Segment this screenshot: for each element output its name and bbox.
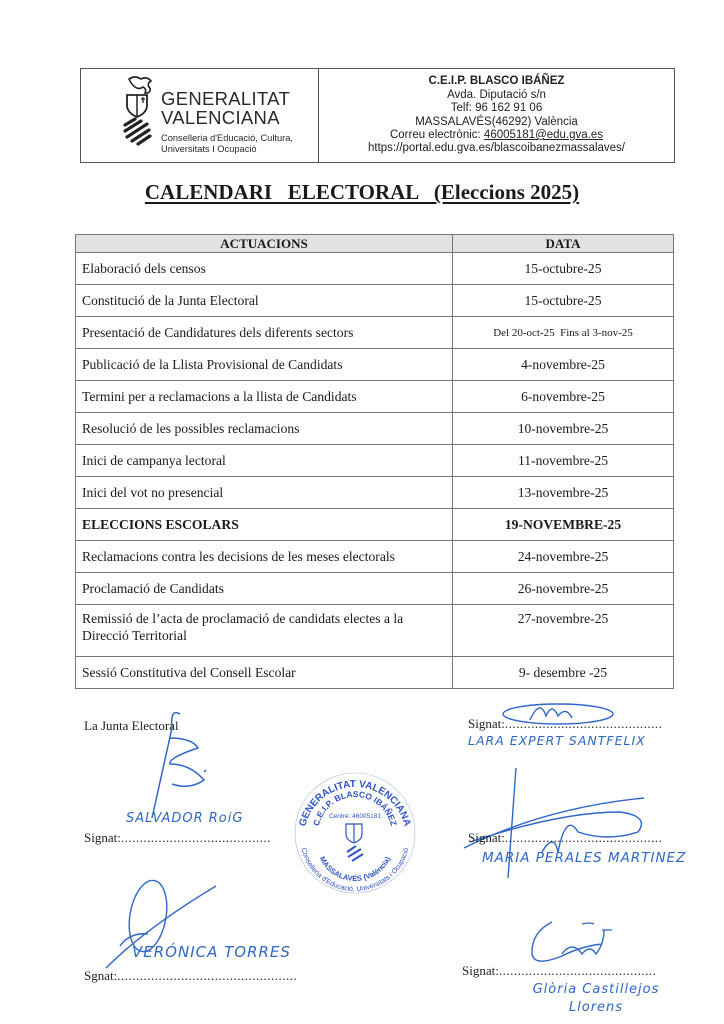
signat-label: Signat: [468, 830, 505, 845]
table-row [76, 605, 674, 657]
signature-line-salvador [84, 830, 271, 845]
action-cell: Elaboració dels censos [76, 253, 453, 285]
action-cell: ELECCIONS ESCOLARS [76, 509, 453, 541]
table-row [76, 657, 674, 689]
table-row [76, 317, 674, 349]
date-cell: 6-novembre-25 [453, 381, 674, 413]
school-name: C.E.I.P. BLASCO IBÁÑEZ [428, 75, 565, 88]
gva-subtitle [161, 133, 293, 155]
action-cell: Resolució de les possibles reclamacions [76, 413, 453, 445]
signature-dots: .......................................... [498, 963, 657, 978]
action-cell: Constitució de la Junta Electoral [76, 285, 453, 317]
school-info [319, 69, 674, 162]
stamp-bottom-textpath: Conselleria d'Educació, Universitats i Ocupació [299, 847, 411, 894]
document-title [0, 180, 724, 205]
date-cell: 26-novembre-25 [453, 573, 674, 605]
school-email-line [390, 129, 603, 142]
table-row [76, 541, 674, 573]
signat-label: Signat: [84, 830, 121, 845]
gva-title-line1: GENERALITAT [161, 88, 291, 109]
action-cell: Proclamació de Candidats [76, 573, 453, 605]
action-cell: Reclamacions contra les decisions de les meses electorals [76, 541, 453, 573]
signature-line-veronica [84, 968, 297, 983]
email-link[interactable]: 46005181@edu.gva.es [483, 128, 604, 141]
date-cell: Del 20-oct-25 Fins al 3-nov-25 [453, 317, 674, 349]
school-stamp [290, 768, 420, 898]
generalitat-valenciana-emblem-icon [121, 75, 155, 147]
gva-logo [81, 69, 319, 162]
signature-dots: .......................................... [504, 716, 663, 731]
signat-label: Signat: [468, 716, 505, 731]
electoral-calendar-table [75, 234, 674, 689]
signat-label: Sgnat: [84, 968, 118, 983]
gva-title-line2: VALENCIANA [161, 107, 280, 128]
gva-subtitle-line2: Universitats I Ocupació [161, 144, 257, 154]
table-row [76, 573, 674, 605]
signature-line-maria [468, 830, 662, 845]
column-header-actuacions: ACTUACIONS [76, 235, 453, 253]
signat-label: Signat: [462, 963, 499, 978]
stamp-bottom-text [299, 847, 410, 893]
handwritten-name-lara: LARA EXPERT SANTFELIX [468, 733, 646, 748]
date-cell: 10-novembre-25 [453, 413, 674, 445]
handwritten-name-salvador: SALVADOR RoiG [126, 811, 244, 826]
gva-title [161, 89, 290, 127]
action-cell: Publicació de la Llista Provisional de Candidats [76, 349, 453, 381]
handwritten-name-maria: MARIA PERALES MARTINEZ [482, 850, 687, 866]
date-cell: 15-octubre-25 [453, 253, 674, 285]
table-row [76, 477, 674, 509]
stamp-inner-textpath: C.E.I.P. BLASCO IBÁÑEZ [311, 788, 399, 827]
action-cell: Termini per a reclamacions a la llista de Candidats [76, 381, 453, 413]
handwritten-name-gloria: Glòria Castillejos Llorens [532, 982, 660, 1015]
stamp-outer-textpath: GENERALITAT VALENCIANA [297, 778, 413, 828]
stamp-emblem-icon [346, 824, 363, 861]
table-row [76, 381, 674, 413]
table-row [76, 349, 674, 381]
school-website[interactable]: https://portal.edu.gva.es/blascoibanezmassalaves/ [368, 142, 625, 155]
signature-line-lara [468, 716, 662, 731]
column-header-data: DATA [453, 235, 674, 253]
signature-dots: ................................................ [117, 968, 298, 983]
date-cell: 15-octubre-25 [453, 285, 674, 317]
handwritten-name-veronica: VERÓNICA TORRES [132, 943, 291, 961]
gva-subtitle-line1: Conselleria d'Educació, Cultura, [161, 133, 293, 143]
document-title-text: CALENDARI ELECTORAL (Eleccions 2025) [144, 180, 580, 204]
date-cell: 24-novembre-25 [453, 541, 674, 573]
action-cell: Inici del vot no presencial [76, 477, 453, 509]
signature-dots: .......................................... [504, 830, 663, 845]
signature-line-gloria [462, 963, 656, 978]
date-cell: 13-novembre-25 [453, 477, 674, 509]
junta-signature-scribble [140, 708, 220, 818]
stamp-centre-code: Centre: 46005181 [328, 813, 382, 820]
table-row [76, 253, 674, 285]
table-row [76, 445, 674, 477]
action-cell: Remissió de l’acta de proclamació de candidats electes a la Direcció Territorial [76, 605, 453, 657]
table-row [76, 413, 674, 445]
junta-electoral-label: La Junta Electoral [84, 718, 179, 733]
veronica-signature-scribble [100, 876, 230, 976]
action-cell: Inici de campanya lectoral [76, 445, 453, 477]
school-city: MASSALAVÉS(46292) València [415, 115, 578, 128]
school-address: Avda. Diputació s/n [447, 88, 546, 101]
date-cell: 11-novembre-25 [453, 445, 674, 477]
table-row-election-day [76, 509, 674, 541]
email-label: Correu electrònic: [389, 128, 484, 141]
date-cell: 19-NOVEMBRE-25 [453, 509, 674, 541]
date-cell: 27-novembre-25 [453, 605, 674, 657]
date-cell: 4-novembre-25 [453, 349, 674, 381]
letterhead [80, 68, 675, 163]
signature-dots: ........................................ [120, 830, 271, 845]
action-cell: Presentació de Candidatures dels diferents sectors [76, 317, 453, 349]
stamp-town-textpath: MASSALAVÉS (València) [317, 854, 393, 884]
table-row [76, 285, 674, 317]
school-phone: Telf: 96 162 91 06 [450, 102, 543, 115]
date-cell: 9- desembre -25 [453, 657, 674, 689]
table-header-row [76, 235, 674, 253]
action-cell: Sessió Constitutiva del Consell Escolar [76, 657, 453, 689]
